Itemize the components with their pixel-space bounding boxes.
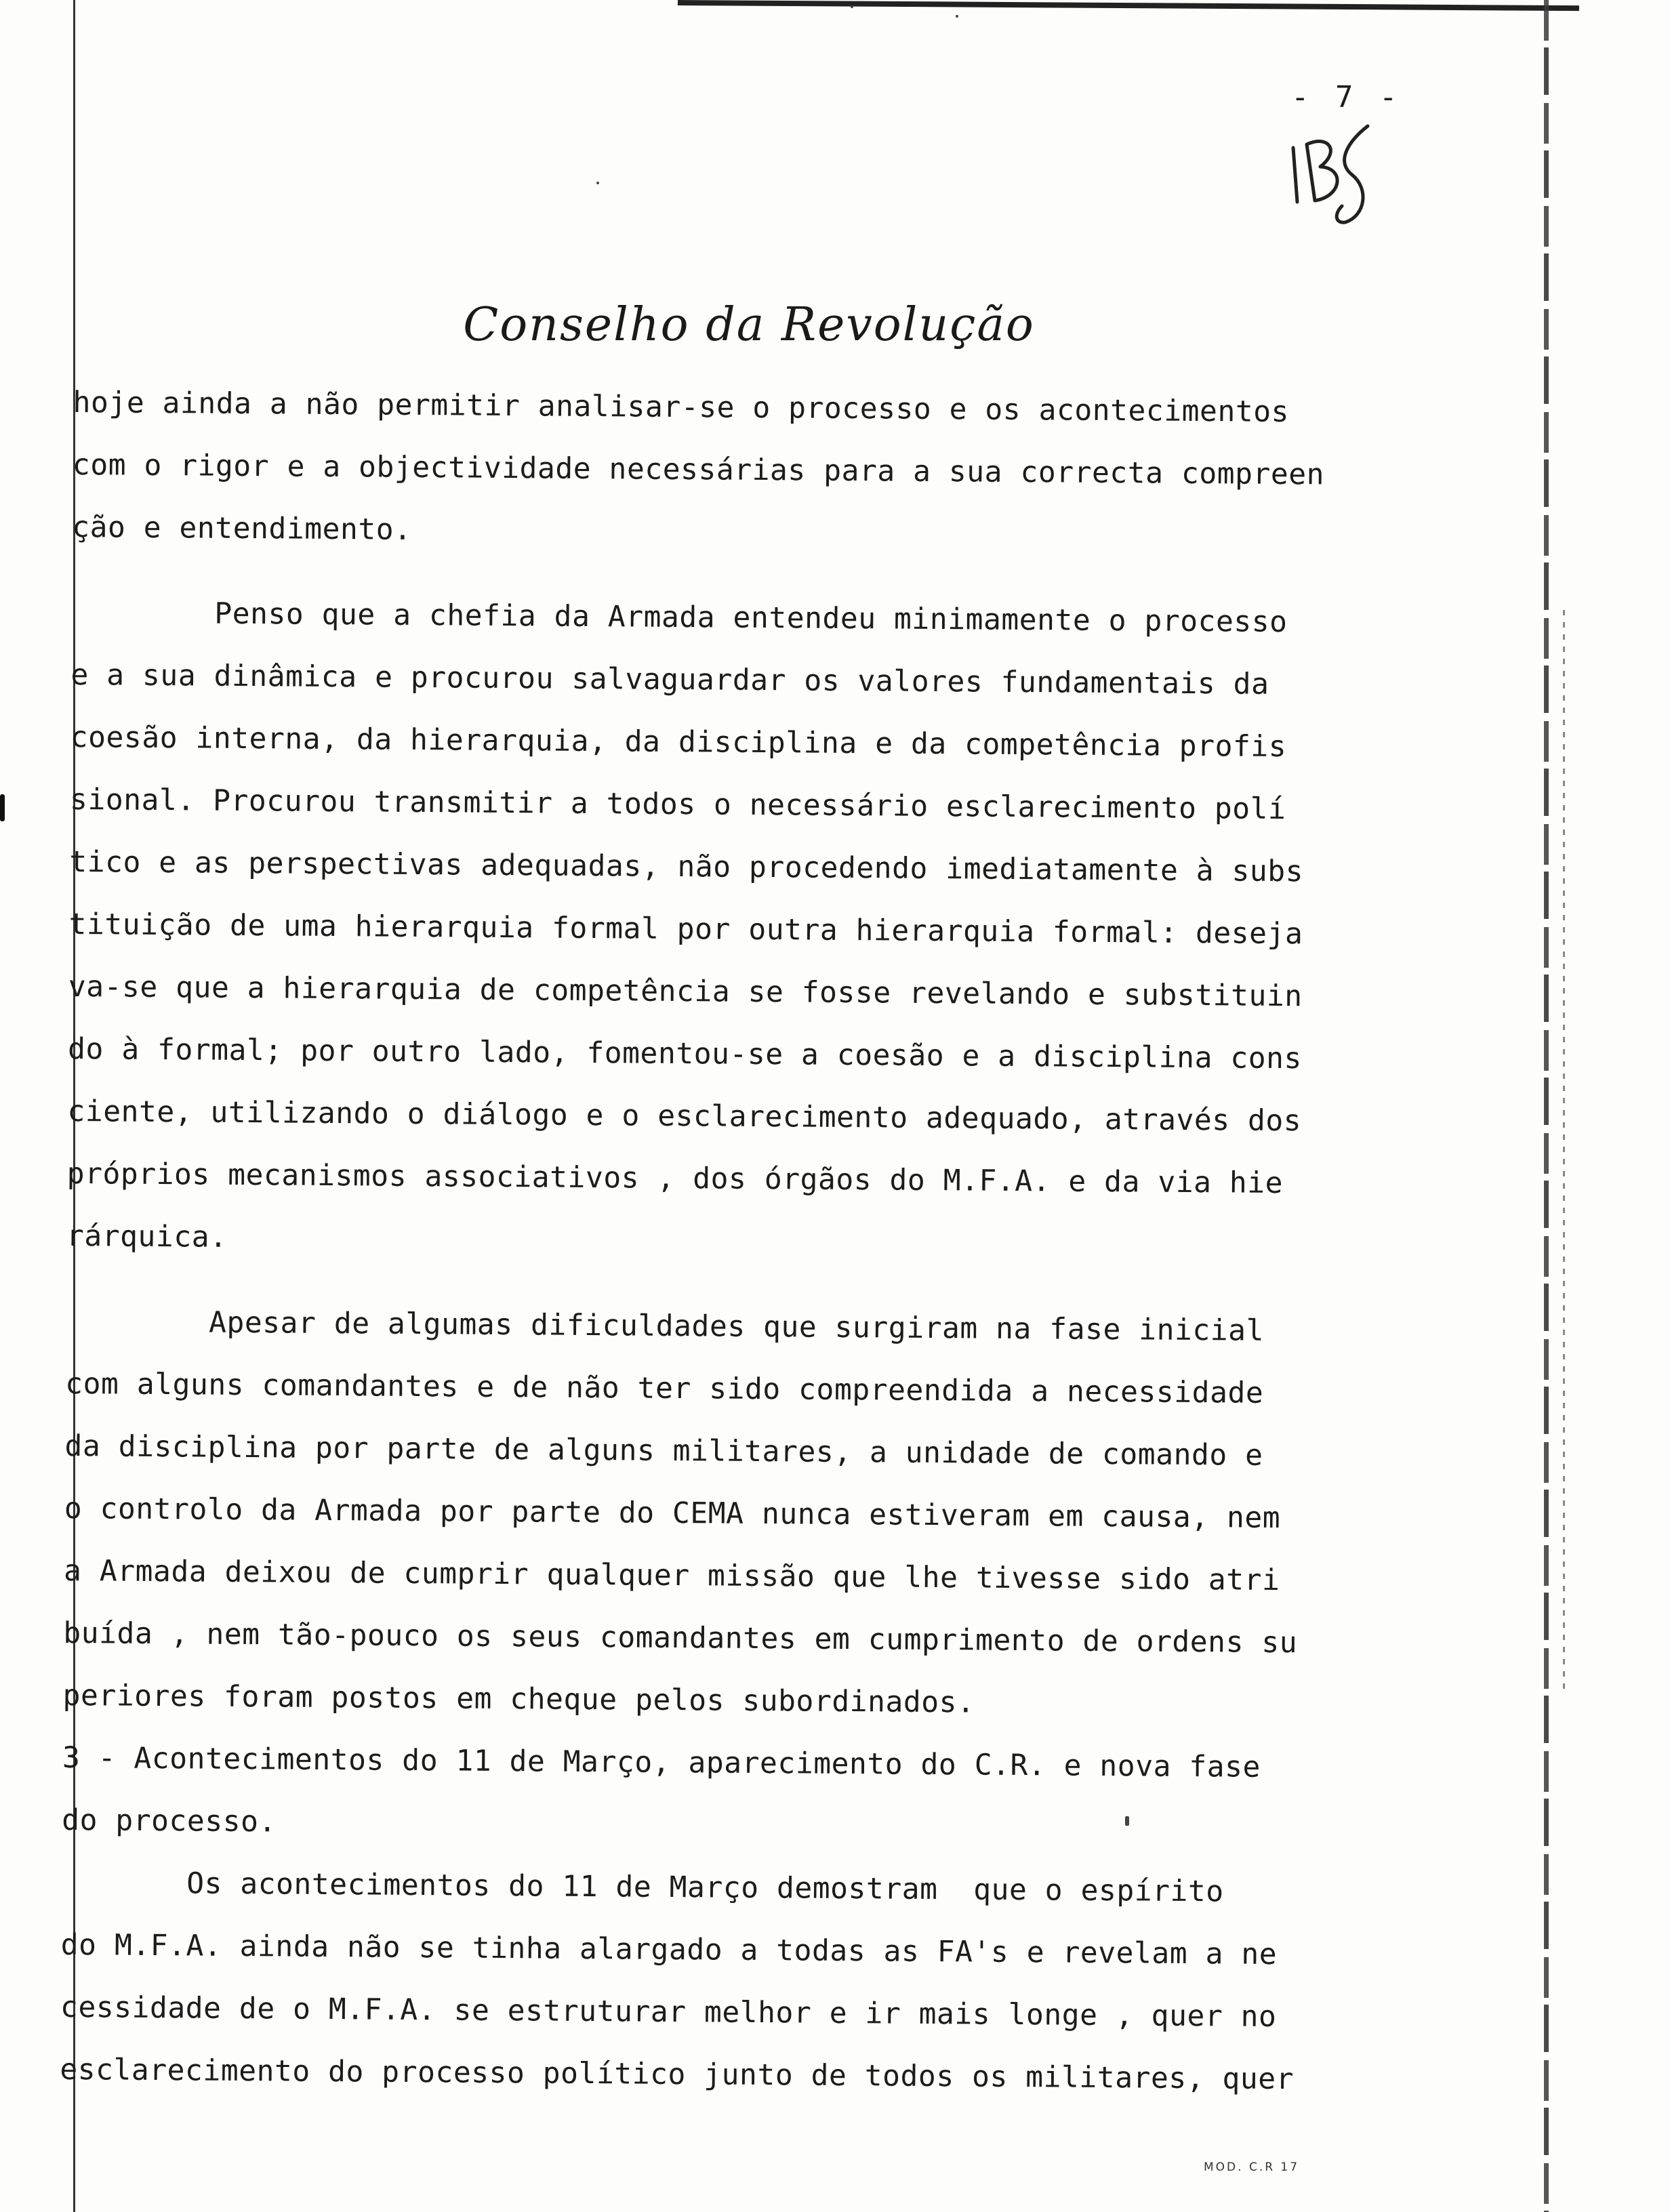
text-line: do M.F.A. ainda não se tinha alargado a todas as FA's e revelam a ne xyxy=(60,1927,1278,1972)
text-line: com o rigor e a objectividade necessárias para a sua correcta compreen xyxy=(72,447,1325,492)
text-line: coesão interna, da hierarquia, da disciplina e da competência profis xyxy=(70,720,1287,764)
text-line: esclarecimento do processo político junto de todos os militares, quer xyxy=(60,2052,1295,2097)
section-heading-line: do processo. xyxy=(62,1803,277,1839)
scan-speck xyxy=(956,15,958,18)
body-text xyxy=(60,371,1347,2111)
scan-speck xyxy=(851,5,853,8)
section-heading-line: 3 - Acontecimentos do 11 de Março, aparecimento do C.R. e nova fase xyxy=(62,1740,1261,1784)
text-line: a Armada deixou de cumprir qualquer missão que lhe tivesse sido atri xyxy=(63,1553,1280,1598)
text-line: o controlo da Armada por parte do CEMA nunca estiveram em causa, nem xyxy=(64,1491,1281,1536)
scan-right-edge xyxy=(1544,0,1549,2212)
paragraph-start-line: Apesar de algumas dificuldades que surgiram na fase inicial xyxy=(65,1304,1265,1348)
text-line: próprios mecanismos associativos , dos órgãos do M.F.A. e da via hie xyxy=(66,1156,1284,1201)
text-line: da disciplina por parte de alguns militares, a unidade de comando e xyxy=(64,1429,1263,1473)
text-line: rárquica. xyxy=(66,1218,228,1254)
text-line: ciente, utilizando o diálogo e o esclarecimento adequado, através dos xyxy=(67,1094,1302,1139)
text-line: periores foram postos em cheque pelos subordinados. xyxy=(62,1678,975,1720)
text-line: tituição de uma hierarquia formal por outra hierarquia formal: deseja xyxy=(68,907,1303,951)
text-line: cessidade de o M.F.A. se estruturar melhor e ir mais longe , quer no xyxy=(60,1990,1277,2034)
scan-top-edge xyxy=(678,0,1579,11)
text-line: do à formal; por outro lado, fomentou-se a coesão e a disciplina cons xyxy=(67,1031,1303,1076)
handwritten-initials xyxy=(1288,121,1376,229)
text-line: tico e as perspectivas adequadas, não procedendo imediatamente à subs xyxy=(69,844,1304,889)
page-number: - 7 - xyxy=(1291,80,1402,115)
letterhead-title: Conselho da Revolução xyxy=(463,298,1035,352)
scan-right-edge-dots xyxy=(1563,610,1565,1694)
text-line: hoje ainda a não permitir analisar-se o processo e os acontecimentos xyxy=(73,385,1290,430)
form-code: MOD. C.R 17 xyxy=(1204,2160,1300,2174)
text-line: sional. Procurou transmitir a todos o necessário esclarecimento polí xyxy=(69,782,1286,827)
scan-left-mark xyxy=(0,794,5,821)
scan-speck xyxy=(596,182,599,184)
paragraph-start-line: Penso que a chefia da Armada entendeu minimamente o processo xyxy=(71,595,1288,640)
text-line: buída , nem tão-pouco os seus comandantes em cumprimento de ordens su xyxy=(63,1616,1298,1660)
text-line: e a sua dinâmica e procurou salvaguardar os valores fundamentais da xyxy=(70,657,1269,701)
text-line: com alguns comandantes e de não ter sido compreendida a necessidade xyxy=(65,1366,1264,1410)
paragraph-start-line: Os acontecimentos do 11 de Março demostram que o espírito xyxy=(61,1865,1224,1909)
text-line: va-se que a hierarquia de competência se fosse revelando e substituin xyxy=(68,969,1303,1014)
text-line: ção e entendimento. xyxy=(71,510,412,547)
